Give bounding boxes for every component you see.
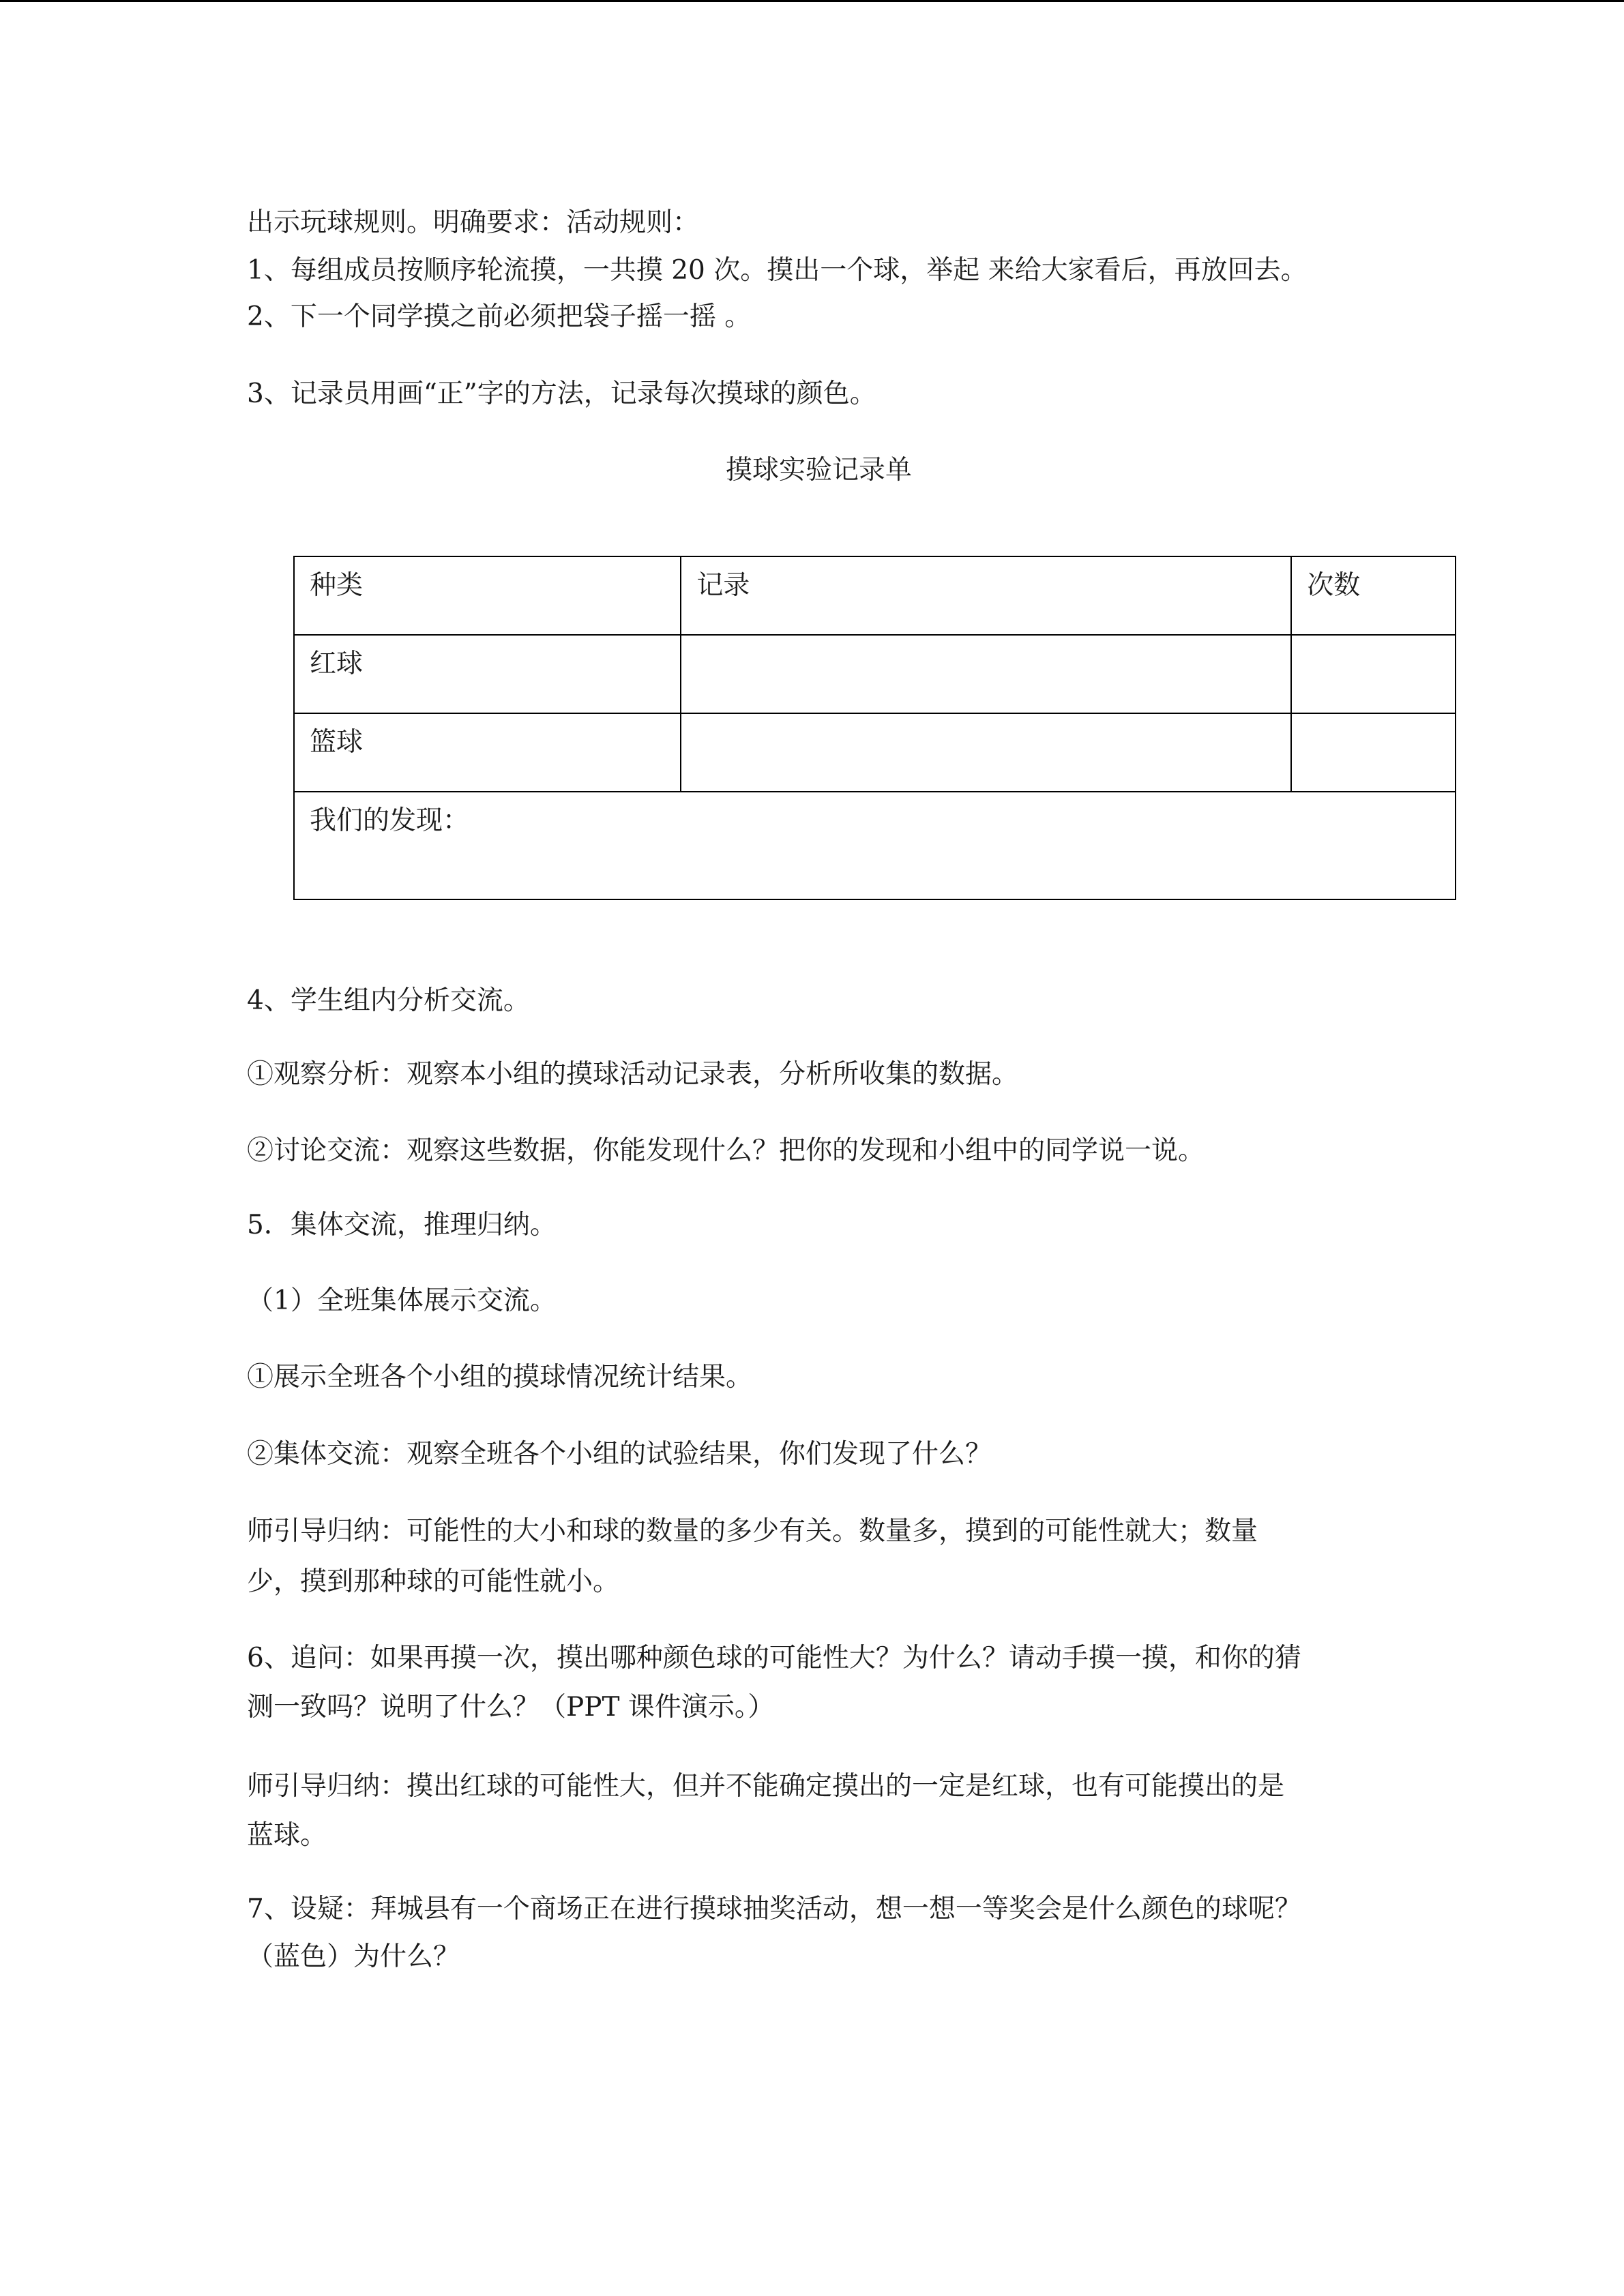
step-6-line-1: 6、追问：如果再摸一次，摸出哪种颜色球的可能性大？为什么？请动手摸一摸，和你的猜	[247, 1643, 1301, 1673]
step-5-1: （1）全班集体展示交流。	[247, 1285, 557, 1316]
rule-1: 1、每组成员按顺序轮流摸，一共摸 20 次。摸出一个球，举起 来给大家看后，再放回去。	[247, 255, 1308, 286]
header-count: 次数	[1291, 556, 1456, 635]
row-red-record	[681, 635, 1291, 713]
step-5-show: ①展示全班各个小组的摸球情况统计结果。	[247, 1362, 753, 1392]
row-blue-record	[681, 713, 1291, 792]
table-header-row	[294, 556, 1456, 635]
step-4-discuss: ②讨论交流：观察这些数据，你能发现什么？把你的发现和小组中的同学说一说。	[247, 1135, 1205, 1166]
summary-1-line-2: 少，摸到那种球的可能性就小。	[247, 1566, 620, 1597]
rules-intro: 出示玩球规则。明确要求：活动规则：	[247, 207, 700, 238]
table-row	[294, 713, 1456, 792]
rule-3: 3、记录员用画“正”字的方法，记录每次摸球的颜色。	[247, 378, 876, 409]
findings-label: 我们的发现：	[294, 792, 1456, 899]
findings-row	[294, 792, 1456, 899]
row-blue-category: 篮球	[294, 713, 681, 792]
summary-2-line-1: 师引导归纳：摸出红球的可能性大，但并不能确定摸出的一定是红球，也有可能摸出的是	[247, 1771, 1285, 1802]
row-red-category: 红球	[294, 635, 681, 713]
rule-2: 2、下一个同学摸之前必须把袋子摇一摇 。	[247, 301, 752, 332]
step-4-observe: ①观察分析：观察本小组的摸球活动记录表，分析所收集的数据。	[247, 1059, 1019, 1090]
summary-1-line-1: 师引导归纳：可能性的大小和球的数量的多少有关。数量多，摸到的可能性就大；数量	[247, 1516, 1258, 1547]
row-red-count	[1291, 635, 1456, 713]
summary-2-line-2: 蓝球。	[247, 1820, 327, 1851]
page-top-border	[0, 0, 1624, 2]
table-title: 摸球实验记录单	[725, 455, 912, 486]
step-5: 5．集体交流，推理归纳。	[247, 1210, 557, 1240]
step-5-exchange: ②集体交流：观察全班各个小组的试验结果，你们发现了什么？	[247, 1439, 992, 1470]
step-7-line-1: 7、设疑：拜城县有一个商场正在进行摸球抽奖活动，想一想一等奖会是什么颜色的球呢？	[247, 1894, 1301, 1924]
header-record: 记录	[681, 556, 1291, 635]
step-4: 4、学生组内分析交流。	[247, 985, 530, 1016]
table-row	[294, 635, 1456, 713]
record-table	[293, 556, 1456, 900]
header-category: 种类	[294, 556, 681, 635]
row-blue-count	[1291, 713, 1456, 792]
step-7-line-2: （蓝色）为什么？	[247, 1941, 460, 1972]
step-6-line-2: 测一致吗？说明了什么？（PPT 课件演示。）	[247, 1692, 775, 1723]
